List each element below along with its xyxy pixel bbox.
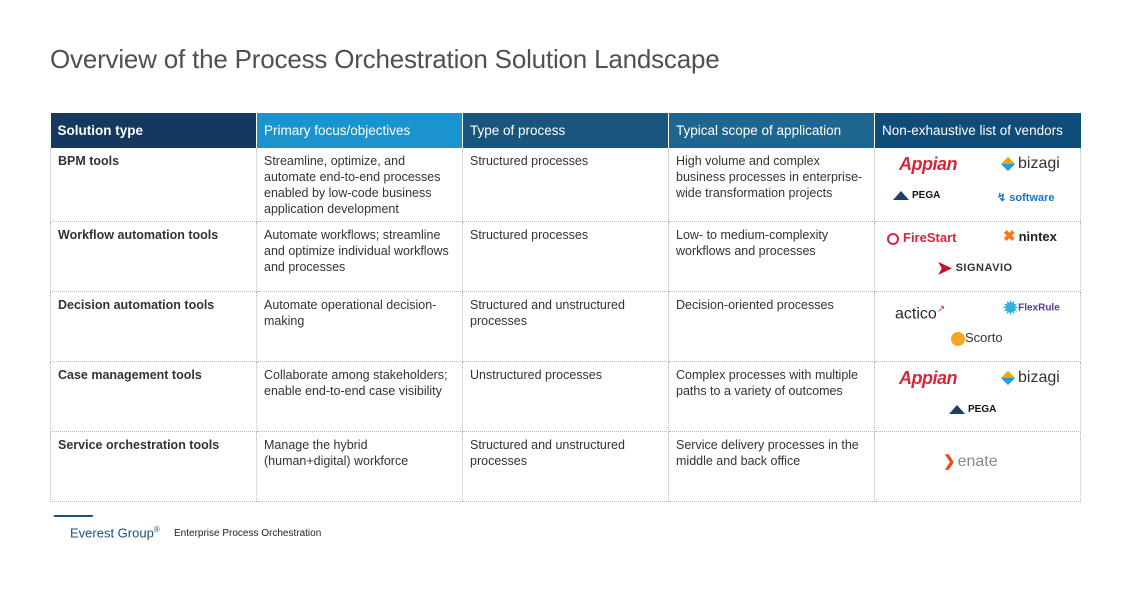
cell-vendors xyxy=(875,432,1081,502)
cell-focus: Streamline, optimize, and automate end-to-end processes enabled by low-code business application development xyxy=(257,148,463,222)
nintex-logo: ✖ nintex xyxy=(1003,228,1057,245)
cell-process-type: Structured and unstructured processes xyxy=(463,292,669,362)
flexrule-logo: ✹FlexRule xyxy=(1003,298,1060,318)
bizagi-icon xyxy=(1001,371,1015,385)
cell-focus: Manage the hybrid (human+digital) workforce xyxy=(257,432,463,502)
cell-process-type: Structured processes xyxy=(463,222,669,292)
header-vendors: Non-exhaustive list of vendors xyxy=(875,113,1081,148)
table-row xyxy=(51,222,1081,292)
table-header-row xyxy=(51,113,1081,148)
cell-focus: Collaborate among stakeholders; enable end-to-end case visibility xyxy=(257,362,463,432)
signavio-deer-icon: ➤ xyxy=(937,258,953,279)
firestart-logo: FireStart xyxy=(887,230,956,246)
cell-solution-type: BPM tools xyxy=(51,148,257,222)
cell-focus: Automate workflows; streamline and optimize individual workflows and processes xyxy=(257,222,463,292)
cell-scope: Low- to medium-complexity workflows and processes xyxy=(669,222,875,292)
product-name: Enterprise Process Orchestration xyxy=(174,528,322,539)
header-type-of-process: Type of process xyxy=(463,113,669,148)
firestart-icon xyxy=(887,233,899,245)
pega-icon xyxy=(949,405,965,414)
enate-logo: ❯ enate xyxy=(943,453,998,470)
cell-vendors xyxy=(875,222,1081,292)
actico-mark-icon: ↗ xyxy=(936,304,946,315)
cell-scope: Decision-oriented processes xyxy=(669,292,875,362)
pega-icon xyxy=(893,191,909,200)
flexrule-star-icon: ✹ xyxy=(1003,298,1019,318)
cell-solution-type: Service orchestration tools xyxy=(51,432,257,502)
landscape-table xyxy=(50,113,1081,502)
cell-process-type: Unstructured processes xyxy=(463,362,669,432)
software-ag-logo: ↯ software xyxy=(997,192,1055,204)
cell-process-type: Structured and unstructured processes xyxy=(463,432,669,502)
signavio-logo: ➤ SIGNAVIO xyxy=(937,258,1013,279)
appian-logo: Appian xyxy=(899,368,957,388)
cell-scope: Service delivery processes in the middle and back office xyxy=(669,432,875,502)
everest-group-logo: Everest Group® xyxy=(70,525,160,541)
scorto-icon xyxy=(951,332,965,346)
bizagi-logo: bizagi xyxy=(1003,156,1060,172)
cell-focus: Automate operational decision-making xyxy=(257,292,463,362)
enate-chevron-icon: ❯ xyxy=(943,453,956,470)
cell-process-type: Structured processes xyxy=(463,148,669,222)
cell-solution-type: Case management tools xyxy=(51,362,257,432)
nintex-x-icon: ✖ xyxy=(1003,228,1016,245)
table-row xyxy=(51,362,1081,432)
cell-scope: Complex processes with multiple paths to a variety of outcomes xyxy=(669,362,875,432)
bizagi-icon xyxy=(1001,157,1015,171)
cell-vendors xyxy=(875,292,1081,362)
table-row xyxy=(51,148,1081,222)
pega-logo: PEGA xyxy=(893,188,940,204)
cell-vendors xyxy=(875,362,1081,432)
bizagi-logo: bizagi xyxy=(1003,370,1060,386)
pega-logo: PEGA xyxy=(949,402,996,418)
cell-solution-type: Workflow automation tools xyxy=(51,222,257,292)
cell-scope: High volume and complex business processes in enterprise-wide transformation projects xyxy=(669,148,875,222)
cell-vendors xyxy=(875,148,1081,222)
header-solution-type: Solution type xyxy=(51,113,257,148)
scorto-logo: Scorto xyxy=(951,330,1003,346)
appian-logo: Appian xyxy=(899,154,957,174)
actico-logo: actico↗ xyxy=(895,304,946,323)
header-primary-focus: Primary focus/objectives xyxy=(257,113,463,148)
table-row xyxy=(51,432,1081,502)
header-typical-scope: Typical scope of application xyxy=(669,113,875,148)
table-row xyxy=(51,292,1081,362)
cell-solution-type: Decision automation tools xyxy=(51,292,257,362)
page-title: Overview of the Process Orchestration Solution Landscape xyxy=(50,44,720,74)
